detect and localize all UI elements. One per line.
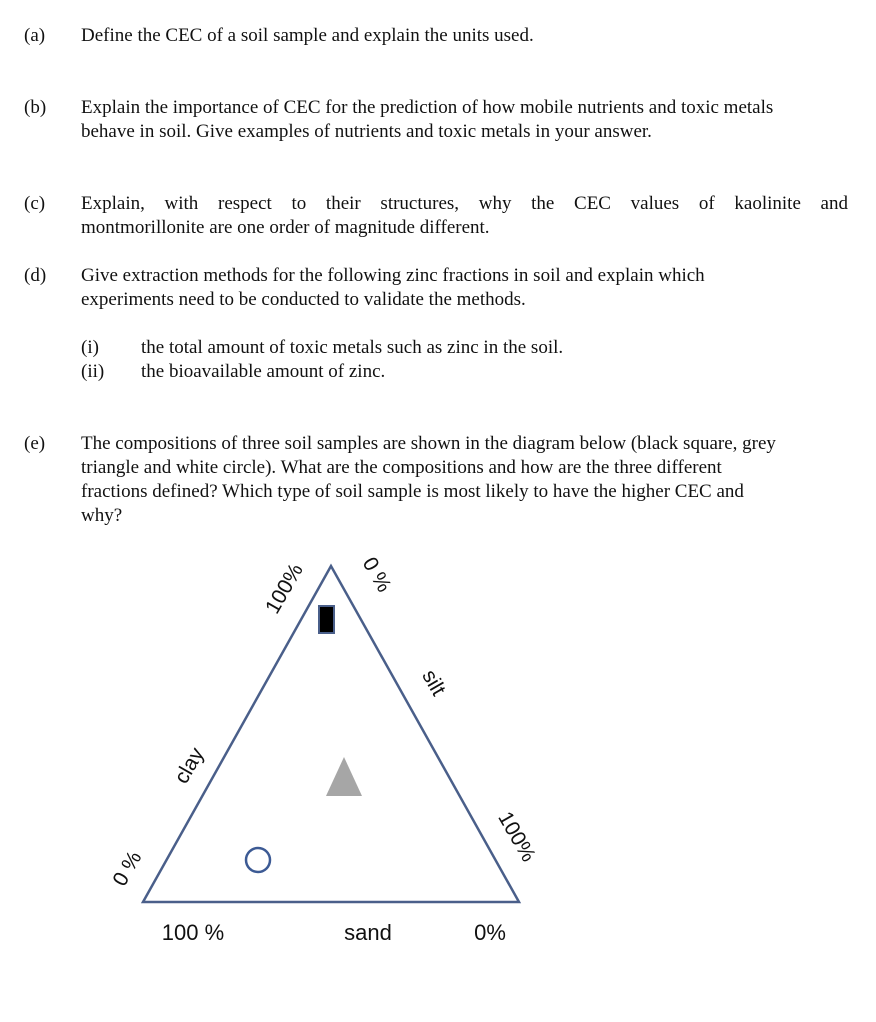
question-e-line-3: fractions defined? Which type of soil sample is most likely to have the higher CEC and xyxy=(81,481,744,502)
question-d-item-ii-text: the bioavailable amount of zinc. xyxy=(141,361,386,382)
clay-axis-0-label: 0 % xyxy=(108,847,147,891)
question-c-label: (c) xyxy=(24,193,46,214)
question-d-item-i-label: (i) xyxy=(81,337,99,358)
question-c-line-2: montmorillonite are one order of magnitude different. xyxy=(81,217,490,238)
white-circle-sample-marker xyxy=(246,848,270,872)
silt-axis-0-label: 0 % xyxy=(357,553,396,597)
question-d-item-i-text: the total amount of toxic metals such as zinc in the soil. xyxy=(141,337,564,358)
grey-triangle-sample-marker xyxy=(326,757,362,796)
question-d-line-2: experiments need to be conducted to validate the methods. xyxy=(81,289,526,310)
question-d-line-1: Give extraction methods for the following zinc fractions in soil and explain which xyxy=(81,265,705,286)
question-c-line-1: Explain, with respect to their structures, why the CEC values of kaolinite and xyxy=(81,193,848,214)
question-a-label: (a) xyxy=(24,25,46,46)
question-b-label: (b) xyxy=(24,97,47,118)
question-e-label: (e) xyxy=(24,433,46,454)
sand-axis-0-label: 0% xyxy=(474,920,506,945)
clay-axis-title: clay xyxy=(170,743,209,788)
question-d-item-ii-label: (ii) xyxy=(81,361,105,382)
question-a-text: Define the CEC of a soil sample and explain the units used. xyxy=(81,25,534,46)
sand-axis-title: sand xyxy=(344,920,392,945)
question-e-line-1: The compositions of three soil samples are shown in the diagram below (black square, grey xyxy=(81,433,776,454)
clay-axis-100-label: 100% xyxy=(260,559,308,618)
black-square-sample-marker xyxy=(319,606,334,633)
question-b-line-2: behave in soil. Give examples of nutrients and toxic metals in your answer. xyxy=(81,121,652,142)
question-e-line-4: why? xyxy=(81,505,123,526)
question-e-line-2: triangle and white circle). What are the compositions and how are the three different xyxy=(81,457,722,478)
sand-axis-100-label: 100 % xyxy=(161,920,225,945)
silt-axis-100-label: 100% xyxy=(493,807,541,866)
silt-axis-title: silt xyxy=(417,665,451,700)
question-d-label: (d) xyxy=(24,265,47,286)
question-b-line-1: Explain the importance of CEC for the prediction of how mobile nutrients and toxic metals xyxy=(81,97,774,118)
